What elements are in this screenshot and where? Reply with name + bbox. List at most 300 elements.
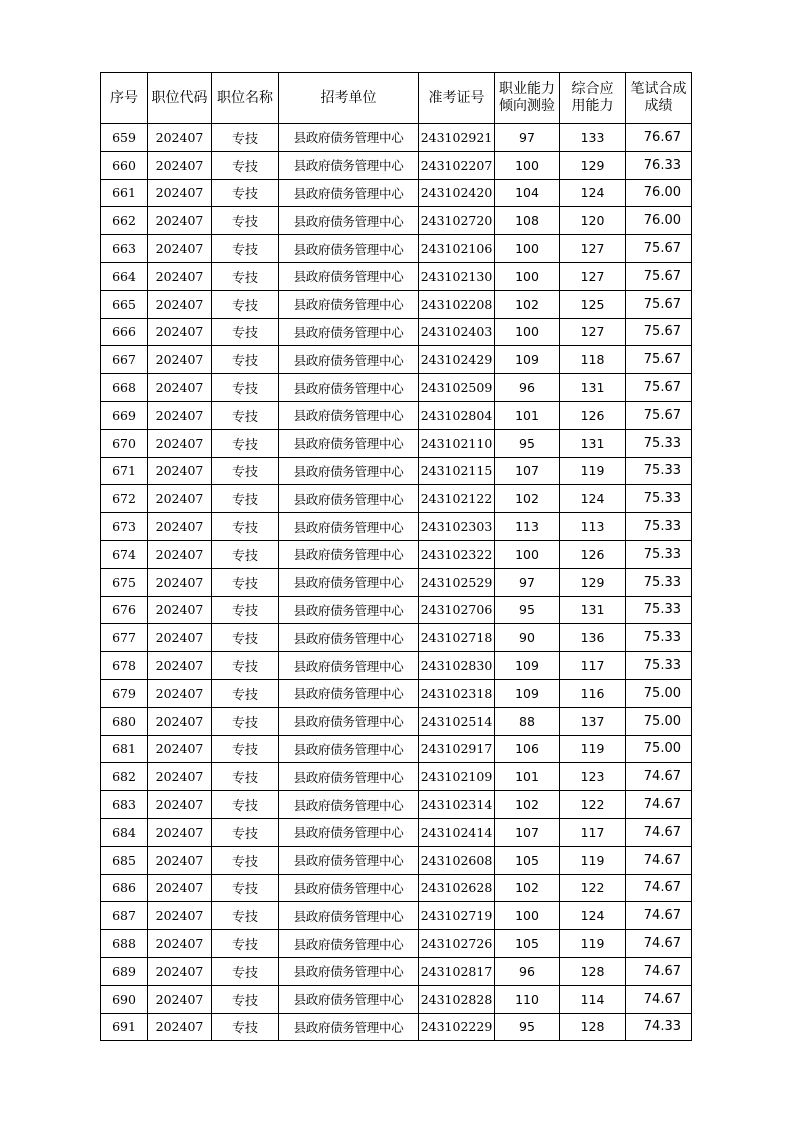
cell-comprehensive-score: 117 — [560, 818, 626, 846]
cell-aptitude-score: 100 — [495, 540, 560, 568]
cell-seq: 682 — [101, 763, 148, 791]
cell-aptitude-score: 108 — [495, 207, 560, 235]
cell-recruiting-unit: 县政府债务管理中心 — [279, 763, 419, 791]
table-row — [101, 874, 692, 902]
cell-seq: 672 — [101, 485, 148, 513]
table-row — [101, 346, 692, 374]
cell-position-name: 专技 — [212, 290, 279, 318]
cell-exam-id: 243102830 — [419, 652, 495, 680]
cell-recruiting-unit: 县政府债务管理中心 — [279, 985, 419, 1013]
col-header-position-code: 职位代码 — [148, 73, 212, 124]
cell-seq: 680 — [101, 707, 148, 735]
cell-position-code: 202407 — [148, 652, 212, 680]
cell-comprehensive-score: 126 — [560, 540, 626, 568]
cell-comprehensive-score: 117 — [560, 652, 626, 680]
cell-position-code: 202407 — [148, 318, 212, 346]
cell-position-name: 专技 — [212, 540, 279, 568]
col-header-aptitude-line2: 倾向测验 — [499, 98, 555, 114]
cell-written-score: 75.67 — [626, 262, 692, 290]
table-row — [101, 540, 692, 568]
cell-written-score: 74.67 — [626, 957, 692, 985]
cell-written-score: 75.00 — [626, 735, 692, 763]
cell-aptitude-score: 101 — [495, 763, 560, 791]
cell-aptitude-score: 107 — [495, 457, 560, 485]
cell-aptitude-score: 104 — [495, 179, 560, 207]
table-row — [101, 707, 692, 735]
cell-aptitude-score: 100 — [495, 902, 560, 930]
cell-comprehensive-score: 122 — [560, 791, 626, 819]
cell-aptitude-score: 95 — [495, 596, 560, 624]
cell-position-name: 专技 — [212, 318, 279, 346]
col-header-aptitude-line1: 职业能力 — [499, 81, 555, 97]
cell-exam-id: 243102303 — [419, 513, 495, 541]
table-row — [101, 791, 692, 819]
table-row — [101, 235, 692, 263]
cell-written-score: 74.67 — [626, 985, 692, 1013]
cell-position-name: 专技 — [212, 235, 279, 263]
cell-exam-id: 243102706 — [419, 596, 495, 624]
cell-seq: 683 — [101, 791, 148, 819]
cell-recruiting-unit: 县政府债务管理中心 — [279, 957, 419, 985]
cell-aptitude-score: 105 — [495, 930, 560, 958]
cell-aptitude-score: 100 — [495, 318, 560, 346]
col-header-written-score — [626, 73, 692, 124]
cell-aptitude-score: 95 — [495, 1013, 560, 1041]
cell-exam-id: 243102817 — [419, 957, 495, 985]
table-row — [101, 652, 692, 680]
cell-written-score: 76.67 — [626, 124, 692, 152]
col-header-comprehensive-line1: 综合应 — [571, 81, 614, 97]
cell-recruiting-unit: 县政府债务管理中心 — [279, 374, 419, 402]
cell-seq: 678 — [101, 652, 148, 680]
cell-position-code: 202407 — [148, 846, 212, 874]
cell-exam-id: 243102828 — [419, 985, 495, 1013]
table-row — [101, 262, 692, 290]
cell-seq: 664 — [101, 262, 148, 290]
cell-seq: 675 — [101, 568, 148, 596]
table-row — [101, 735, 692, 763]
cell-exam-id: 243102106 — [419, 235, 495, 263]
cell-recruiting-unit: 县政府债务管理中心 — [279, 179, 419, 207]
cell-written-score: 74.67 — [626, 763, 692, 791]
cell-recruiting-unit: 县政府债务管理中心 — [279, 262, 419, 290]
cell-recruiting-unit: 县政府债务管理中心 — [279, 151, 419, 179]
cell-seq: 665 — [101, 290, 148, 318]
cell-position-name: 专技 — [212, 568, 279, 596]
cell-position-code: 202407 — [148, 1013, 212, 1041]
table-row — [101, 596, 692, 624]
cell-aptitude-score: 102 — [495, 874, 560, 902]
cell-recruiting-unit: 县政府债务管理中心 — [279, 791, 419, 819]
cell-comprehensive-score: 131 — [560, 374, 626, 402]
cell-position-code: 202407 — [148, 957, 212, 985]
cell-seq: 676 — [101, 596, 148, 624]
cell-position-code: 202407 — [148, 207, 212, 235]
cell-recruiting-unit: 县政府债务管理中心 — [279, 1013, 419, 1041]
col-header-written-line1: 笔试合成 — [630, 81, 687, 97]
cell-written-score: 75.67 — [626, 235, 692, 263]
cell-seq: 660 — [101, 151, 148, 179]
table-row — [101, 401, 692, 429]
cell-recruiting-unit: 县政府债务管理中心 — [279, 318, 419, 346]
cell-position-name: 专技 — [212, 930, 279, 958]
cell-exam-id: 243102509 — [419, 374, 495, 402]
cell-comprehensive-score: 120 — [560, 207, 626, 235]
cell-written-score: 74.67 — [626, 791, 692, 819]
cell-seq: 679 — [101, 679, 148, 707]
cell-written-score: 75.00 — [626, 679, 692, 707]
cell-comprehensive-score: 116 — [560, 679, 626, 707]
cell-aptitude-score: 101 — [495, 401, 560, 429]
cell-comprehensive-score: 127 — [560, 262, 626, 290]
table-row — [101, 513, 692, 541]
cell-written-score: 75.67 — [626, 290, 692, 318]
cell-seq: 677 — [101, 624, 148, 652]
cell-position-name: 专技 — [212, 652, 279, 680]
cell-position-name: 专技 — [212, 818, 279, 846]
cell-comprehensive-score: 113 — [560, 513, 626, 541]
cell-written-score: 76.00 — [626, 207, 692, 235]
cell-position-code: 202407 — [148, 707, 212, 735]
table-row — [101, 124, 692, 152]
col-header-recruiting-unit: 招考单位 — [279, 73, 419, 124]
cell-written-score: 75.67 — [626, 318, 692, 346]
cell-comprehensive-score: 127 — [560, 235, 626, 263]
cell-recruiting-unit: 县政府债务管理中心 — [279, 735, 419, 763]
cell-aptitude-score: 95 — [495, 429, 560, 457]
table-row — [101, 568, 692, 596]
cell-comprehensive-score: 114 — [560, 985, 626, 1013]
cell-comprehensive-score: 131 — [560, 429, 626, 457]
cell-written-score: 75.33 — [626, 485, 692, 513]
cell-position-code: 202407 — [148, 429, 212, 457]
cell-aptitude-score: 107 — [495, 818, 560, 846]
cell-exam-id: 243102122 — [419, 485, 495, 513]
cell-aptitude-score: 90 — [495, 624, 560, 652]
cell-aptitude-score: 96 — [495, 374, 560, 402]
cell-comprehensive-score: 119 — [560, 930, 626, 958]
cell-written-score: 74.67 — [626, 902, 692, 930]
cell-position-name: 专技 — [212, 457, 279, 485]
cell-seq: 681 — [101, 735, 148, 763]
cell-written-score: 74.67 — [626, 846, 692, 874]
cell-recruiting-unit: 县政府债务管理中心 — [279, 568, 419, 596]
cell-exam-id: 243102718 — [419, 624, 495, 652]
cell-comprehensive-score: 119 — [560, 846, 626, 874]
header-row — [101, 73, 692, 124]
cell-position-code: 202407 — [148, 401, 212, 429]
col-header-written-line2: 成绩 — [644, 98, 673, 114]
cell-position-code: 202407 — [148, 735, 212, 763]
cell-seq: 663 — [101, 235, 148, 263]
cell-exam-id: 243102109 — [419, 763, 495, 791]
cell-recruiting-unit: 县政府债务管理中心 — [279, 401, 419, 429]
cell-written-score: 75.33 — [626, 568, 692, 596]
cell-written-score: 74.67 — [626, 874, 692, 902]
cell-written-score: 74.33 — [626, 1013, 692, 1041]
cell-seq: 687 — [101, 902, 148, 930]
cell-aptitude-score: 110 — [495, 985, 560, 1013]
table-row — [101, 207, 692, 235]
cell-recruiting-unit: 县政府债务管理中心 — [279, 902, 419, 930]
cell-position-name: 专技 — [212, 902, 279, 930]
cell-exam-id: 243102208 — [419, 290, 495, 318]
cell-recruiting-unit: 县政府债务管理中心 — [279, 485, 419, 513]
cell-seq: 685 — [101, 846, 148, 874]
cell-aptitude-score: 100 — [495, 235, 560, 263]
cell-exam-id: 243102917 — [419, 735, 495, 763]
cell-recruiting-unit: 县政府债务管理中心 — [279, 818, 419, 846]
cell-recruiting-unit: 县政府债务管理中心 — [279, 707, 419, 735]
cell-position-name: 专技 — [212, 846, 279, 874]
cell-comprehensive-score: 129 — [560, 568, 626, 596]
cell-comprehensive-score: 119 — [560, 735, 626, 763]
cell-exam-id: 243102804 — [419, 401, 495, 429]
cell-position-name: 专技 — [212, 262, 279, 290]
cell-seq: 662 — [101, 207, 148, 235]
cell-written-score: 75.33 — [626, 596, 692, 624]
cell-position-code: 202407 — [148, 902, 212, 930]
cell-comprehensive-score: 128 — [560, 1013, 626, 1041]
cell-recruiting-unit: 县政府债务管理中心 — [279, 624, 419, 652]
cell-seq: 669 — [101, 401, 148, 429]
cell-position-code: 202407 — [148, 985, 212, 1013]
col-header-comprehensive-line2: 用能力 — [571, 98, 614, 114]
cell-position-name: 专技 — [212, 624, 279, 652]
cell-aptitude-score: 102 — [495, 290, 560, 318]
cell-recruiting-unit: 县政府债务管理中心 — [279, 679, 419, 707]
cell-written-score: 74.67 — [626, 930, 692, 958]
cell-position-name: 专技 — [212, 679, 279, 707]
cell-seq: 670 — [101, 429, 148, 457]
cell-aptitude-score: 102 — [495, 485, 560, 513]
col-header-aptitude-test — [495, 73, 560, 124]
cell-comprehensive-score: 124 — [560, 179, 626, 207]
table-row — [101, 930, 692, 958]
cell-seq: 666 — [101, 318, 148, 346]
cell-recruiting-unit: 县政府债务管理中心 — [279, 235, 419, 263]
cell-aptitude-score: 105 — [495, 846, 560, 874]
cell-recruiting-unit: 县政府债务管理中心 — [279, 874, 419, 902]
cell-comprehensive-score: 127 — [560, 318, 626, 346]
cell-position-name: 专技 — [212, 596, 279, 624]
cell-written-score: 75.33 — [626, 652, 692, 680]
table-row — [101, 485, 692, 513]
cell-exam-id: 243102322 — [419, 540, 495, 568]
cell-position-code: 202407 — [148, 374, 212, 402]
cell-position-name: 专技 — [212, 401, 279, 429]
cell-written-score: 75.67 — [626, 346, 692, 374]
cell-position-code: 202407 — [148, 930, 212, 958]
cell-position-code: 202407 — [148, 791, 212, 819]
table-body — [101, 124, 692, 1041]
cell-exam-id: 243102207 — [419, 151, 495, 179]
table-row — [101, 902, 692, 930]
cell-comprehensive-score: 136 — [560, 624, 626, 652]
cell-position-code: 202407 — [148, 624, 212, 652]
cell-recruiting-unit: 县政府债务管理中心 — [279, 596, 419, 624]
cell-aptitude-score: 102 — [495, 791, 560, 819]
cell-recruiting-unit: 县政府债务管理中心 — [279, 652, 419, 680]
col-header-seq: 序号 — [101, 73, 148, 124]
cell-aptitude-score: 109 — [495, 652, 560, 680]
cell-comprehensive-score: 128 — [560, 957, 626, 985]
cell-exam-id: 243102529 — [419, 568, 495, 596]
cell-seq: 690 — [101, 985, 148, 1013]
cell-position-name: 专技 — [212, 207, 279, 235]
cell-exam-id: 243102720 — [419, 207, 495, 235]
table-row — [101, 763, 692, 791]
cell-written-score: 75.33 — [626, 429, 692, 457]
cell-position-name: 专技 — [212, 151, 279, 179]
cell-position-name: 专技 — [212, 1013, 279, 1041]
cell-recruiting-unit: 县政府债务管理中心 — [279, 540, 419, 568]
cell-aptitude-score: 96 — [495, 957, 560, 985]
cell-written-score: 75.33 — [626, 457, 692, 485]
cell-position-code: 202407 — [148, 457, 212, 485]
cell-exam-id: 243102514 — [419, 707, 495, 735]
cell-position-code: 202407 — [148, 151, 212, 179]
cell-comprehensive-score: 131 — [560, 596, 626, 624]
cell-exam-id: 243102420 — [419, 179, 495, 207]
cell-position-code: 202407 — [148, 262, 212, 290]
cell-position-code: 202407 — [148, 679, 212, 707]
cell-comprehensive-score: 137 — [560, 707, 626, 735]
cell-position-name: 专技 — [212, 513, 279, 541]
cell-position-code: 202407 — [148, 179, 212, 207]
cell-comprehensive-score: 122 — [560, 874, 626, 902]
cell-written-score: 75.33 — [626, 624, 692, 652]
cell-comprehensive-score: 123 — [560, 763, 626, 791]
cell-aptitude-score: 97 — [495, 568, 560, 596]
cell-position-code: 202407 — [148, 568, 212, 596]
table-row — [101, 179, 692, 207]
cell-exam-id: 243102726 — [419, 930, 495, 958]
table-row — [101, 151, 692, 179]
cell-recruiting-unit: 县政府债务管理中心 — [279, 429, 419, 457]
cell-recruiting-unit: 县政府债务管理中心 — [279, 513, 419, 541]
table-row — [101, 290, 692, 318]
cell-position-code: 202407 — [148, 874, 212, 902]
cell-seq: 661 — [101, 179, 148, 207]
cell-exam-id: 243102115 — [419, 457, 495, 485]
cell-exam-id: 243102608 — [419, 846, 495, 874]
table-row — [101, 957, 692, 985]
cell-written-score: 76.00 — [626, 179, 692, 207]
col-header-exam-id: 准考证号 — [419, 73, 495, 124]
table-row — [101, 374, 692, 402]
table-row — [101, 318, 692, 346]
cell-written-score: 75.00 — [626, 707, 692, 735]
cell-written-score: 76.33 — [626, 151, 692, 179]
cell-exam-id: 243102229 — [419, 1013, 495, 1041]
cell-position-code: 202407 — [148, 540, 212, 568]
cell-position-name: 专技 — [212, 791, 279, 819]
cell-aptitude-score: 97 — [495, 124, 560, 152]
cell-position-name: 专技 — [212, 374, 279, 402]
cell-written-score: 75.67 — [626, 401, 692, 429]
cell-exam-id: 243102318 — [419, 679, 495, 707]
cell-position-code: 202407 — [148, 290, 212, 318]
cell-recruiting-unit: 县政府债务管理中心 — [279, 346, 419, 374]
cell-exam-id: 243102414 — [419, 818, 495, 846]
cell-position-name: 专技 — [212, 707, 279, 735]
col-header-comprehensive — [560, 73, 626, 124]
cell-position-name: 专技 — [212, 179, 279, 207]
results-table — [100, 72, 692, 1041]
table-row — [101, 624, 692, 652]
cell-position-code: 202407 — [148, 763, 212, 791]
cell-exam-id: 243102110 — [419, 429, 495, 457]
cell-position-code: 202407 — [148, 346, 212, 374]
cell-position-code: 202407 — [148, 485, 212, 513]
table-row — [101, 679, 692, 707]
cell-seq: 686 — [101, 874, 148, 902]
cell-seq: 674 — [101, 540, 148, 568]
cell-recruiting-unit: 县政府债务管理中心 — [279, 207, 419, 235]
cell-seq: 671 — [101, 457, 148, 485]
cell-comprehensive-score: 126 — [560, 401, 626, 429]
cell-written-score: 75.33 — [626, 513, 692, 541]
cell-position-name: 专技 — [212, 485, 279, 513]
cell-comprehensive-score: 119 — [560, 457, 626, 485]
cell-position-name: 专技 — [212, 957, 279, 985]
table-row — [101, 1013, 692, 1041]
col-header-position-name: 职位名称 — [212, 73, 279, 124]
cell-aptitude-score: 100 — [495, 262, 560, 290]
cell-position-name: 专技 — [212, 124, 279, 152]
cell-exam-id: 243102429 — [419, 346, 495, 374]
cell-position-name: 专技 — [212, 763, 279, 791]
table-row — [101, 457, 692, 485]
table-row — [101, 818, 692, 846]
cell-recruiting-unit: 县政府债务管理中心 — [279, 846, 419, 874]
cell-seq: 688 — [101, 930, 148, 958]
cell-recruiting-unit: 县政府债务管理中心 — [279, 457, 419, 485]
table-row — [101, 429, 692, 457]
cell-exam-id: 243102719 — [419, 902, 495, 930]
cell-position-name: 专技 — [212, 735, 279, 763]
cell-comprehensive-score: 129 — [560, 151, 626, 179]
cell-comprehensive-score: 133 — [560, 124, 626, 152]
cell-position-code: 202407 — [148, 818, 212, 846]
table-row — [101, 985, 692, 1013]
cell-comprehensive-score: 124 — [560, 485, 626, 513]
cell-comprehensive-score: 124 — [560, 902, 626, 930]
cell-seq: 689 — [101, 957, 148, 985]
cell-seq: 668 — [101, 374, 148, 402]
cell-aptitude-score: 100 — [495, 151, 560, 179]
cell-aptitude-score: 106 — [495, 735, 560, 763]
cell-aptitude-score: 109 — [495, 679, 560, 707]
cell-recruiting-unit: 县政府债务管理中心 — [279, 290, 419, 318]
cell-position-name: 专技 — [212, 429, 279, 457]
cell-written-score: 75.67 — [626, 374, 692, 402]
cell-position-code: 202407 — [148, 513, 212, 541]
cell-position-code: 202407 — [148, 124, 212, 152]
cell-written-score: 74.67 — [626, 818, 692, 846]
table-row — [101, 846, 692, 874]
cell-aptitude-score: 109 — [495, 346, 560, 374]
cell-position-name: 专技 — [212, 346, 279, 374]
cell-seq: 691 — [101, 1013, 148, 1041]
cell-exam-id: 243102403 — [419, 318, 495, 346]
cell-recruiting-unit: 县政府债务管理中心 — [279, 930, 419, 958]
cell-position-name: 专技 — [212, 874, 279, 902]
cell-exam-id: 243102628 — [419, 874, 495, 902]
cell-recruiting-unit: 县政府债务管理中心 — [279, 124, 419, 152]
cell-seq: 659 — [101, 124, 148, 152]
